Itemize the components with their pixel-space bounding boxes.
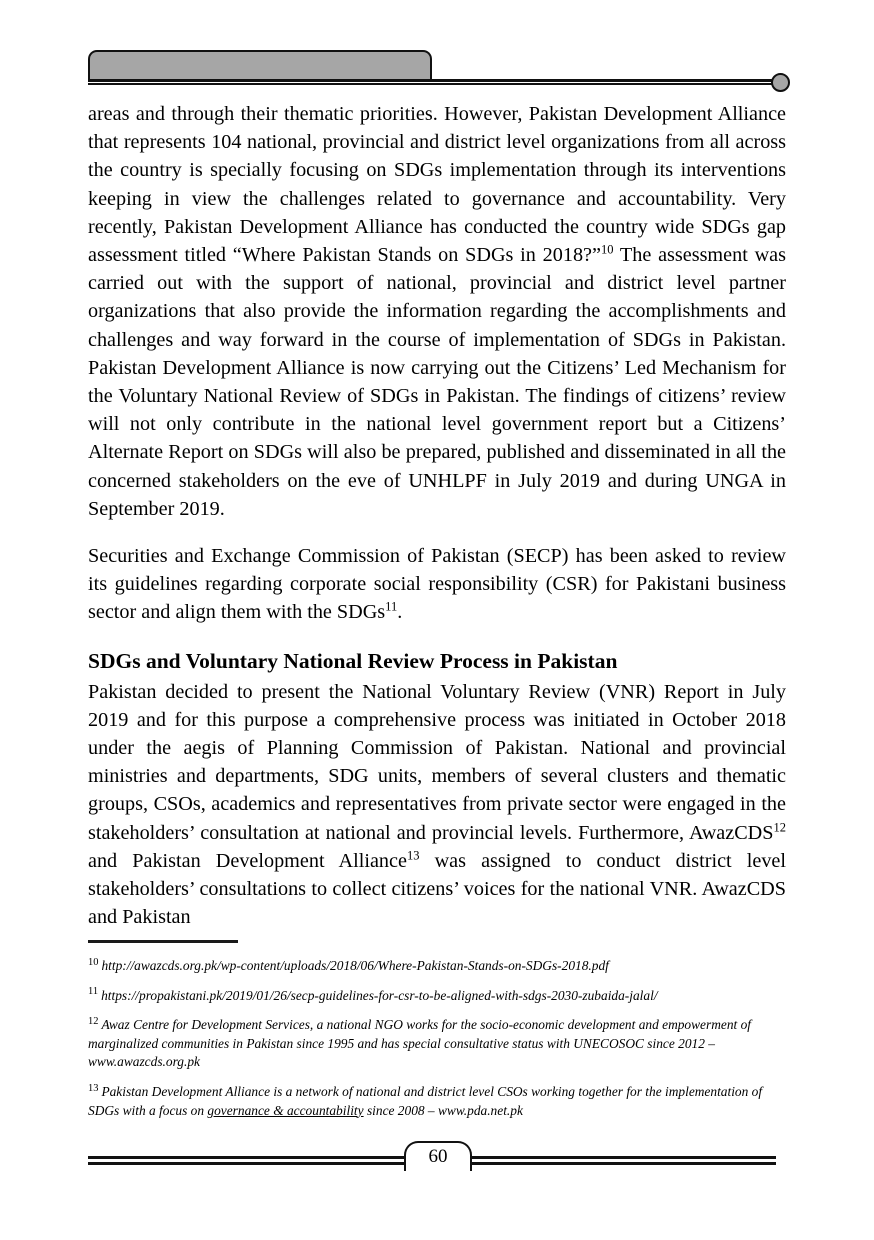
footnote-reference: 10 [600, 242, 614, 257]
footnote-separator-rule [88, 940, 238, 943]
footnote-reference: 12 [773, 819, 786, 834]
page-number-capsule [404, 1141, 472, 1171]
footnote-reference: 13 [406, 848, 420, 863]
underlined-text: governance & accountability [207, 1102, 364, 1118]
paragraph: Pakistan decided to present the National Voluntary Review (VNR) Report in July 2019 and for this purpose a comprehensive process was initiated in October 2018 under the aegis of Planning Commission of Pakistan. National and provincial ministries and departments, SDG units, members of several clusters and thematic groups, CSOs, academics and representatives from private sector were engaged in the stakeholders’ consultation at national and provincial levels. Furthermore, AwazCDS$^{12}$ and Pakistan Development Alliance$^{13}$ was assigned to conduct district level stakeholders’ consultations to collect citizens’ voices for the national VNR. AwazCDS and Pakistan [88, 680, 786, 929]
header-rule [88, 79, 776, 85]
footnote-number: 12 [88, 1015, 99, 1027]
footnote-number: 11 [88, 986, 99, 998]
footnote-reference: 11 [385, 599, 398, 614]
footnote-number: 13 [88, 1082, 99, 1094]
paragraph: areas and through their thematic priorities. However, Pakistan Development Alliance that represents 104 national, provincial and district level organizations from all across the country is specially focusing on SDGs implementation through its interventions keeping in view the challenges related to governance and accountability. Very recently, Pakistan Development Alliance has conducted the country wide SDGs gap assessment titled “Where Pakistan Stands on SDGs in 2018?”$^{10}$ The assessment was carried out with the support of national, provincial and district level partner organizations that also provide the information regarding the accomplishments and challenges and way forward in the course of implementation of SDGs in Pakistan. Pakistan Development Alliance is now carrying out the Citizens’ Led Mechanism for the Voluntary National Review of SDGs in Pakistan. The findings of citizens’ review will not only contribute in the national level government report but a Citizens’ Alternate Report on SDGs will also be prepared, published and disseminated in all the concerned stakeholders on the eve of UNHLPF in July 2019 and during UNGA in September 2019. [88, 103, 786, 520]
footnote-item: $^{12}$ Awaz Centre for Development Services, a national NGO works for the socio-economic development and empowerment of marginalized communities in Pakistan since 1995 and has special consultative status with UNECOSOC since 2012 – www.awazcds.org.pk [88, 1015, 752, 1070]
footnotes-section [88, 940, 786, 1120]
header-end-dot-icon [771, 73, 790, 92]
footnote-item: $^{11}$ https://propakistani.pk/2019/01/26/secp-guidelines-for-csr-to-be-aligned-with-sdgs-2030-zubaida-jalal/ [88, 986, 658, 1003]
page-header-ornament [0, 48, 874, 96]
header-gray-bar [88, 50, 432, 80]
footnote-item: $^{10}$ http://awazcds.org.pk/wp-content/uploads/2018/06/Where-Pakistan-Stands-on-SDGs-2018.pdf [88, 956, 609, 973]
paragraph: Securities and Exchange Commission of Pakistan (SECP) has been asked to review its guidelines regarding corporate social responsibility (CSR) for Pakistani business sector and align them with the SDGs$^{11}$. [88, 545, 786, 624]
page-number: 60 [428, 1145, 448, 1167]
footnote-item: $^{13}$ Pakistan Development Alliance is a network of national and district level CSOs working together for the implementation of SDGs with a focus on governance & accountability since 2008 – www.pda.net.pk [88, 1082, 763, 1118]
section-heading: SDGs and Voluntary National Review Process in Pakistan [88, 648, 618, 673]
footnote-number: 10 [88, 956, 99, 968]
page-footer [0, 1138, 874, 1180]
page-body [88, 100, 786, 931]
